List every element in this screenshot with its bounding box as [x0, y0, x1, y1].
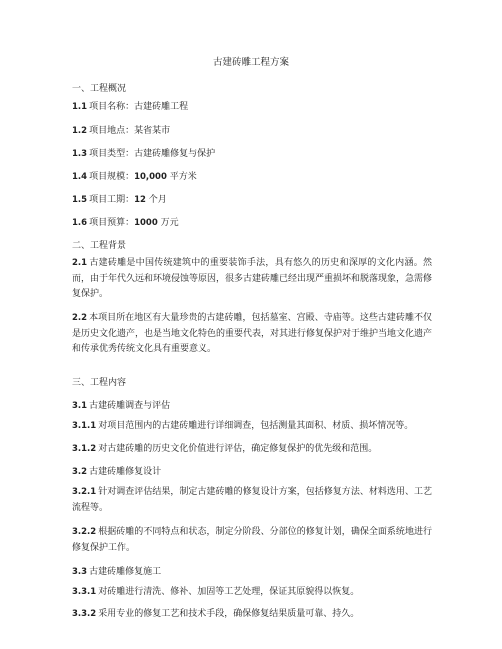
subsection-text: 古建砖雕调查与评估 — [89, 401, 171, 411]
subsection-number: 3.3 — [72, 567, 88, 577]
background-paragraph — [72, 311, 432, 358]
content-item — [72, 525, 432, 556]
item-text: 对古建砖雕的历史文化价值进行评估，确定修复保护的优先级和范围。 — [98, 444, 378, 454]
overview-item — [72, 148, 215, 160]
item-value: 1000 — [134, 218, 158, 228]
item-label: 项目预算： — [89, 218, 135, 228]
item-value: 10,000 — [134, 172, 167, 182]
item-value: 12 — [134, 195, 146, 205]
subsection-number: 3.1 — [72, 401, 88, 411]
item-number: 3.1.1 — [72, 421, 97, 431]
document-title: 古建砖雕工程方案 — [212, 57, 289, 68]
paragraph-number: 2.2 — [72, 313, 88, 323]
content-item — [72, 485, 432, 516]
item-number: 1.1 — [72, 102, 88, 112]
item-number: 1.2 — [72, 126, 88, 136]
item-text: 针对调查评估结果，制定古建砖雕的修复设计方案，包括修复方法、材料选用、工艺流程等。 — [72, 487, 432, 513]
item-label: 项目地点： — [89, 126, 135, 136]
item-text: 根据砖雕的不同特点和状态，制定分阶段、分部位的修复计划，确保全面系统地进行修复保护工作。 — [72, 527, 432, 553]
subsection-title — [72, 400, 170, 412]
item-number: 1.5 — [72, 195, 88, 205]
content-item — [72, 607, 432, 623]
paragraph-text: 古建砖雕是中国传统建筑中的重要装饰手法，具有悠久的历史和深厚的文化内涵。然而，由于年代久远和环境侵蚀等原因，很多古建砖雕已经出现严重损坏和脱落现象，急需修复保护。 — [72, 258, 433, 299]
section-heading-background: 二、工程背景 — [72, 241, 127, 251]
item-value: 古建砖雕修复与保护 — [134, 149, 216, 159]
item-number: 3.3.1 — [72, 587, 97, 597]
item-suffix: 个月 — [148, 195, 167, 205]
subsection-number: 3.2 — [72, 467, 88, 477]
content-item — [72, 419, 432, 435]
subsection-title — [72, 466, 161, 478]
content-item — [72, 585, 432, 601]
item-number: 1.4 — [72, 172, 88, 182]
item-label: 项目名称： — [89, 102, 135, 112]
item-text: 对砖雕进行清洗、修补、加固等工艺处理，保证其原貌得以恢复。 — [98, 587, 360, 597]
item-label: 项目工期： — [89, 195, 135, 205]
item-label: 项目类型： — [89, 149, 135, 159]
section-heading-overview: 一、工程概况 — [72, 84, 127, 94]
item-suffix: 平方米 — [169, 172, 197, 182]
background-paragraph — [72, 256, 432, 303]
item-number: 3.2.1 — [72, 487, 97, 497]
subsection-title — [72, 566, 161, 578]
paragraph-number: 2.1 — [72, 258, 88, 268]
overview-item — [72, 101, 188, 113]
item-number: 3.1.2 — [72, 444, 97, 454]
item-value: 古建砖雕工程 — [134, 102, 189, 112]
section-heading-content: 三、工程内容 — [72, 378, 127, 388]
item-number: 3.3.2 — [72, 609, 97, 619]
subsection-text: 古建砖雕修复设计 — [89, 467, 162, 477]
item-text: 采用专业的修复工艺和技术手段，确保修复结果质量可靠、持久。 — [98, 609, 360, 619]
item-text: 对项目范围内的古建砖雕进行详细调查，包括测量其面积、材质、损坏情况等。 — [98, 421, 414, 431]
item-suffix: 万元 — [160, 218, 179, 228]
content-item — [72, 442, 432, 458]
item-number: 3.2.2 — [72, 527, 97, 537]
overview-item — [72, 125, 170, 137]
item-label: 项目规模： — [89, 172, 135, 182]
overview-item — [72, 171, 197, 183]
item-number: 1.6 — [72, 218, 88, 228]
subsection-text: 古建砖雕修复施工 — [89, 567, 162, 577]
item-number: 1.3 — [72, 149, 88, 159]
overview-item — [72, 194, 167, 206]
overview-item — [72, 217, 179, 229]
paragraph-text: 本项目所在地区有大量珍贵的古建砖雕，包括墓室、宫殿、寺庙等。这些古建砖雕不仅是历史文化遗产，也是当地文化特色的重要代表，对其进行修复保护对于维护当地文化遗产和传承优秀传统文化具有重要意义。 — [72, 313, 433, 354]
item-value: 某省某市 — [134, 126, 171, 136]
